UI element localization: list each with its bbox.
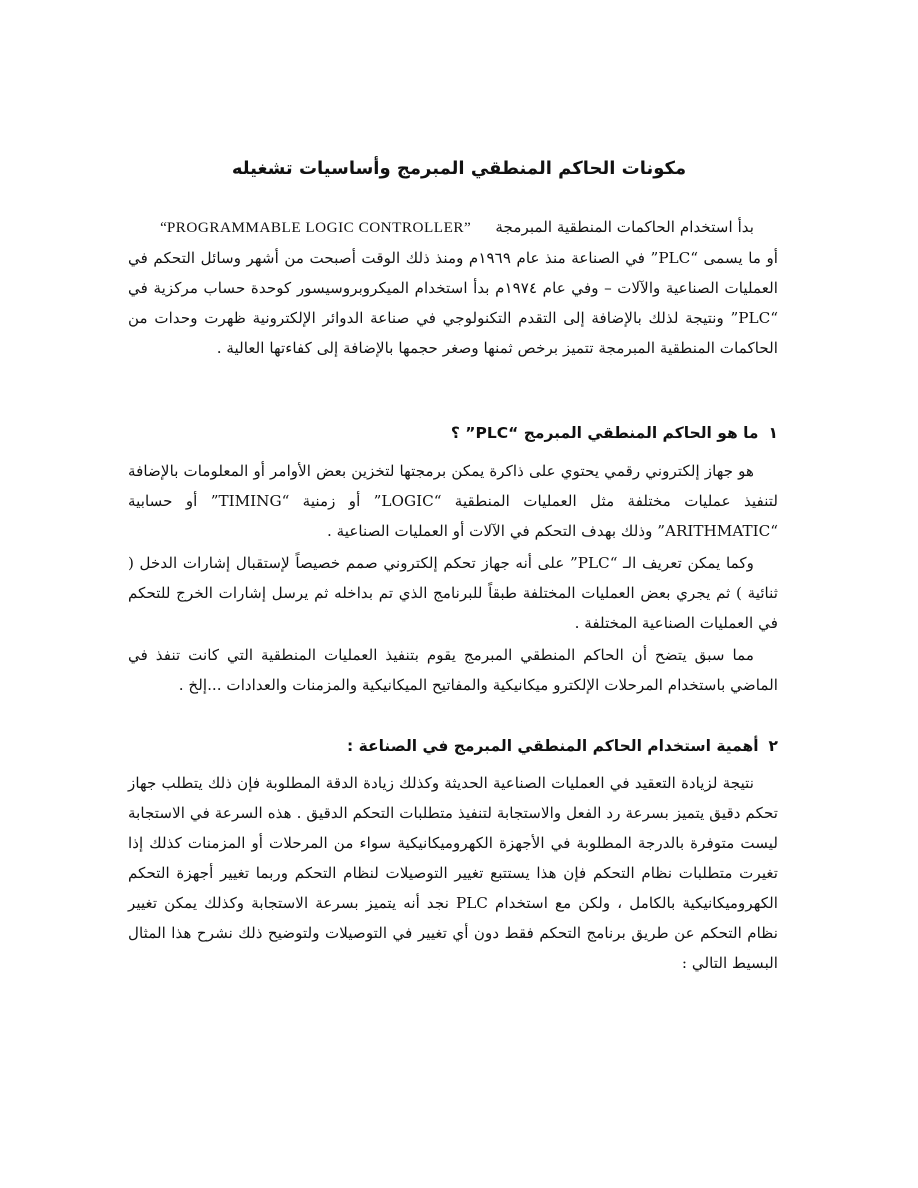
intro-paragraph	[128, 212, 778, 363]
intro-arabic-text: بدأ استخدام الحاكمات المنطقية المبرمجة	[495, 218, 754, 236]
section1-paragraph-1: هو جهاز إلكتروني رقمي يحتوي على ذاكرة يمكن برمجتها لتخزين بعض الأوامر أو المعلومات بالإضافة لتنفيذ عمليات مختلفة مثل العمليات المنطقية “LOGIC” أو زمنية “TIMING” أو حسابية “ARITHMATIC” وذلك بهدف التحكم في الآلات أو العمليات الصناعية .	[128, 462, 778, 540]
section1-heading	[451, 424, 778, 442]
section1-paragraph-2: وكما يمكن تعريف الـ “PLC” على أنه جهاز تحكم إلكتروني صمم خصيصاً لإستقبال إشارات الدخل ( ثنائية ) ثم يجري بعض العمليات المختلفة طبقاً للبرنامج الذي تم بداخله ثم يرسل إشارات الخرج للتحكم في العمليات الصناعية المختلفة .	[128, 554, 778, 632]
page-title: مكونات الحاكم المنطقي المبرمج وأساسيات تشغيله	[231, 158, 687, 179]
section2-number: ٢	[768, 737, 778, 755]
intro-english-term: “PROGRAMMABLE LOGIC CONTROLLER”	[160, 219, 472, 236]
section2-paragraph-1: نتيجة لزيادة التعقيد في العمليات الصناعية الحديثة وكذلك زيادة الدقة المطلوبة فإن ذلك يتطلب جهاز تحكم دقيق يتميز بسرعة رد الفعل والاستجابة لتنفيذ متطلبات التحكم الدقيق . هذه السرعة في الاستجابة ليست متوفرة بالدرجة المطلوبة في الأجهزة الكهروميكانيكية سواء من المرحلات أو المزمنات كذلك إذا تغيرت متطلبات نظام التحكم فإن هذا يستتبع تغيير التوصيلات لنظام التحكم وربما تغيير أجهزة التحكم الكهروميكانيكية بالكامل ، ولكن مع استخدام PLC نجد أنه يتميز بسرعة الاستجابة وكذلك يمكن تغيير نظام التحكم عن طريق برنامج التحكم فقط دون أي تغيير في التوصيلات ولتوضيح ذلك نشرح هذا المثال البسيط التالي :	[128, 774, 778, 972]
section1-number: ١	[768, 424, 778, 442]
section2-heading	[347, 737, 778, 755]
section1-heading-text: ما هو الحاكم المنطقي المبرمج “PLC” ؟	[450, 424, 759, 442]
section2-heading-text: أهمية استخدام الحاكم المنطقي المبرمج في الصناعة :	[346, 737, 759, 755]
intro-body: أو ما يسمى “PLC” في الصناعة منذ عام ١٩٦٩م ومنذ ذلك الوقت أصبحت من أشهر وسائل التحكم في العمليات الصناعية والآلات – وفي عام ١٩٧٤م بدأ استخدام الميكروبروسيسور كوحدة حساب مركزية في “PLC” ونتيجة لذلك بالإضافة إلى التقدم التكنولوجي في صناعة الدوائر الإلكترونية ظهرت وحدات من الحاكمات المنطقية المبرمجة تتميز برخص ثمنها وصغر حجمها بالإضافة إلى كفاءتها العالية .	[128, 249, 778, 357]
section1-paragraph-3: مما سبق يتضح أن الحاكم المنطقي المبرمج يقوم بتنفيذ العمليات المنطقية التي كانت تنفذ في الماضي باستخدام المرحلات الإلكترو ميكانيكية والمفاتيح الميكانيكية والمزمنات والعدادات ...إلخ .	[128, 646, 778, 694]
